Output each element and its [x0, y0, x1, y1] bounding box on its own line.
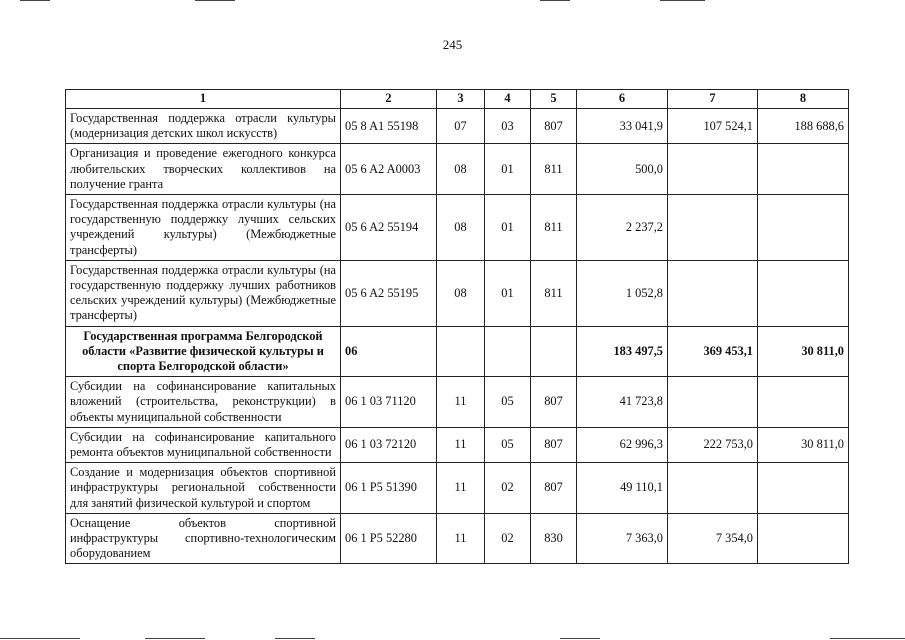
scan-edge-mark	[660, 0, 705, 1]
expense-type-cell	[531, 326, 577, 377]
expense-type-cell: 830	[531, 513, 577, 564]
column-header: 7	[668, 90, 758, 109]
amount-col6-cell: 7 363,0	[577, 513, 668, 564]
expense-type-cell: 807	[531, 463, 577, 514]
amount-col7-cell: 222 753,0	[668, 427, 758, 462]
target-code-cell: 06	[341, 326, 437, 377]
subsection-cell: 05	[485, 427, 531, 462]
table-row	[66, 195, 849, 261]
expense-type-cell: 811	[531, 144, 577, 195]
target-code-cell: 06 1 P5 51390	[341, 463, 437, 514]
subsection-cell: 02	[485, 463, 531, 514]
amount-col7-cell: 369 453,1	[668, 326, 758, 377]
target-code-cell: 06 1 P5 52280	[341, 513, 437, 564]
scan-edge-mark	[195, 0, 235, 1]
target-code-cell: 05 6 A2 A0003	[341, 144, 437, 195]
program-name-cell: Государственная программа Белгородской области «Развитие физической культуры и спорта Белгородской области»	[66, 326, 341, 377]
amount-col8-cell	[758, 513, 849, 564]
expense-type-cell: 807	[531, 377, 577, 428]
target-code-cell: 06 1 03 72120	[341, 427, 437, 462]
amount-col8-cell: 30 811,0	[758, 427, 849, 462]
expense-type-cell: 807	[531, 109, 577, 144]
row-name-cell: Государственная поддержка отрасли культуры (модернизация детских школ искусств)	[66, 109, 341, 144]
row-name-cell: Субсидии на софинансирование капитального ремонта объектов муниципальной собственности	[66, 427, 341, 462]
subsection-cell: 02	[485, 513, 531, 564]
subsection-cell	[485, 326, 531, 377]
section-cell: 11	[437, 513, 485, 564]
section-cell	[437, 326, 485, 377]
amount-col8-cell	[758, 144, 849, 195]
table-row	[66, 144, 849, 195]
column-header: 1	[66, 90, 341, 109]
scan-edge-mark	[0, 638, 80, 639]
subsection-cell: 01	[485, 144, 531, 195]
amount-col6-cell: 49 110,1	[577, 463, 668, 514]
table-row	[66, 427, 849, 462]
expense-type-cell: 807	[531, 427, 577, 462]
scan-edge-mark	[20, 0, 50, 1]
subsection-cell: 03	[485, 109, 531, 144]
scan-edge-mark	[560, 638, 600, 639]
column-header: 4	[485, 90, 531, 109]
target-code-cell: 05 8 A1 55198	[341, 109, 437, 144]
amount-col6-cell: 500,0	[577, 144, 668, 195]
amount-col6-cell: 2 237,2	[577, 195, 668, 261]
column-header: 5	[531, 90, 577, 109]
expense-type-cell: 811	[531, 260, 577, 326]
row-name-cell: Государственная поддержка отрасли культуры (на государственную поддержку лучших сельских учреждений культуры) (Межбюджетные трансферты)	[66, 195, 341, 261]
subsection-cell: 01	[485, 260, 531, 326]
program-total-row	[66, 326, 849, 377]
table-row	[66, 109, 849, 144]
section-cell: 08	[437, 260, 485, 326]
amount-col7-cell	[668, 463, 758, 514]
scan-edge-mark	[830, 638, 905, 639]
amount-col6-cell: 62 996,3	[577, 427, 668, 462]
amount-col7-cell: 7 354,0	[668, 513, 758, 564]
target-code-cell: 05 6 A2 55194	[341, 195, 437, 261]
amount-col6-cell: 183 497,5	[577, 326, 668, 377]
subsection-cell: 01	[485, 195, 531, 261]
amount-col8-cell: 30 811,0	[758, 326, 849, 377]
column-header: 3	[437, 90, 485, 109]
table-row	[66, 260, 849, 326]
column-header: 2	[341, 90, 437, 109]
amount-col6-cell: 33 041,9	[577, 109, 668, 144]
target-code-cell: 05 6 A2 55195	[341, 260, 437, 326]
scan-edge-mark	[540, 0, 570, 1]
amount-col7-cell	[668, 195, 758, 261]
amount-col7-cell	[668, 144, 758, 195]
amount-col8-cell: 188 688,6	[758, 109, 849, 144]
table-row	[66, 513, 849, 564]
amount-col6-cell: 1 052,8	[577, 260, 668, 326]
target-code-cell: 06 1 03 71120	[341, 377, 437, 428]
expense-type-cell: 811	[531, 195, 577, 261]
scan-edge-mark	[275, 638, 315, 639]
subsection-cell: 05	[485, 377, 531, 428]
amount-col8-cell	[758, 463, 849, 514]
column-header: 8	[758, 90, 849, 109]
section-cell: 07	[437, 109, 485, 144]
row-name-cell: Оснащение объектов спортивной инфраструктуры спортивно-технологическим оборудованием	[66, 513, 341, 564]
amount-col8-cell	[758, 260, 849, 326]
section-cell: 08	[437, 144, 485, 195]
section-cell: 08	[437, 195, 485, 261]
amount-col8-cell	[758, 195, 849, 261]
page-number: 245	[442, 37, 463, 52]
scan-edge-mark	[145, 638, 205, 639]
table-row	[66, 377, 849, 428]
amount-col8-cell	[758, 377, 849, 428]
section-cell: 11	[437, 377, 485, 428]
section-cell: 11	[437, 463, 485, 514]
row-name-cell: Создание и модернизация объектов спортивной инфраструктуры региональной собственности для занятий физической культурой и спортом	[66, 463, 341, 514]
row-name-cell: Организация и проведение ежегодного конкурса любительских творческих коллективов на получение гранта	[66, 144, 341, 195]
table-row	[66, 463, 849, 514]
header-row	[66, 90, 849, 109]
amount-col7-cell	[668, 260, 758, 326]
amount-col7-cell	[668, 377, 758, 428]
row-name-cell: Субсидии на софинансирование капитальных вложений (строительства, реконструкции) в объекты муниципальной собственности	[66, 377, 341, 428]
amount-col6-cell: 41 723,8	[577, 377, 668, 428]
column-header: 6	[577, 90, 668, 109]
section-cell: 11	[437, 427, 485, 462]
row-name-cell: Государственная поддержка отрасли культуры (на государственную поддержку лучших работников сельских учреждений культуры) (Межбюджетные трансферты)	[66, 260, 341, 326]
amount-col7-cell: 107 524,1	[668, 109, 758, 144]
budget-table	[65, 89, 849, 564]
